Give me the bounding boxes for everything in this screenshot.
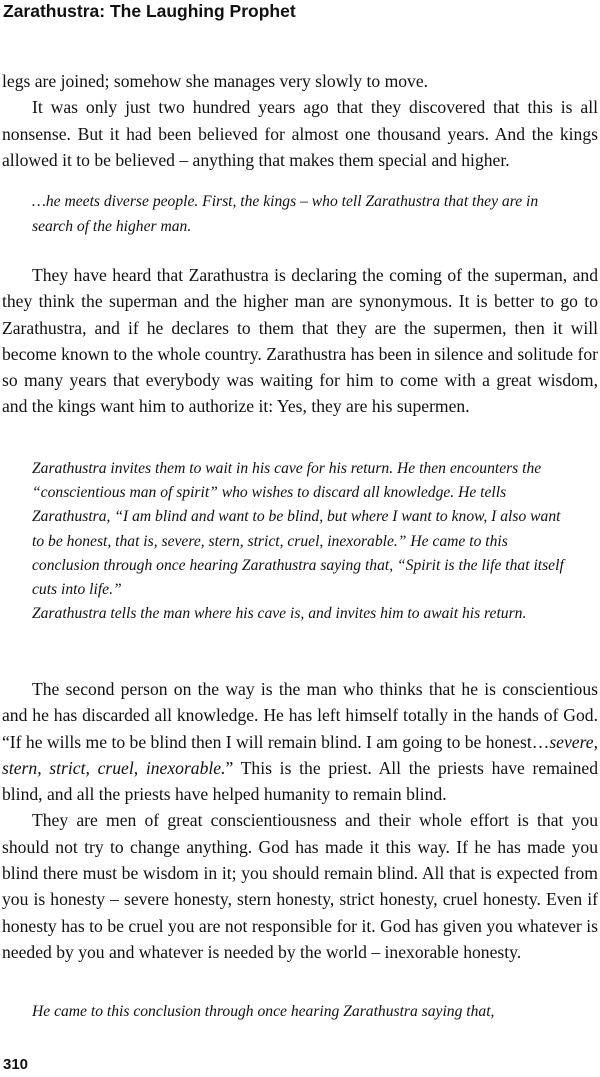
running-head-title: Zarathustra: The Laughing Prophet	[3, 1, 296, 21]
body-text-block-2	[2, 262, 598, 420]
paragraph: They are men of great conscientiousness and their whole effort is that you should not try to change anything. God has made it this way. If he has made you blind there must be wisdom in it; you should remain blind. All that is expected from you is honesty – severe honesty, stern honesty, strict honesty, cruel honesty. Even if honesty has to be cruel you are not responsible for it. God has given you whatever is needed by you and whatever is needed by the world – inexorable honesty.	[2, 810, 598, 962]
page-number: 310	[3, 1056, 29, 1073]
paragraph-segment: The second person on the way is the man who thinks that he is conscientious and he has discarded all knowledge. He has left himself totally in the hands of God. “If he wills me to be blind then I will remain blind. I am going to be honest…	[2, 679, 598, 752]
block-quote-2	[32, 457, 572, 626]
emphasis-text: severe, stern, strict, cruel, inexorable.	[2, 731, 598, 778]
block-quote-1	[32, 189, 572, 239]
paragraph: They have heard that Zarathustra is declaring the coming of the superman, and they think the superman and the higher man are synonymous. It is better to go to Zarathustra, and if he declares to them that they are the supermen, then it will become known to the whole country. Zarathustra has been in silence and solitude for so many years that everybody was waiting for him to come with a great wisdom, and the kings want him to authorize it: Yes, they are his supermen.	[2, 265, 598, 417]
body-text-block-1	[2, 68, 598, 173]
quote-text: …he meets diverse people. First, the kings – who tell Zarathustra that they are in search of the higher man.	[32, 193, 539, 235]
paragraph: It was only just two hundred years ago that they discovered that this is all nonsense. But it had been believed for almost one thousand years. And the kings allowed it to be believed – anything that makes them special and higher.	[2, 97, 598, 170]
paragraph	[2, 676, 598, 807]
block-quote-3	[32, 1000, 572, 1024]
body-text-block-3	[2, 676, 598, 965]
quote-text: He came to this conclusion through once hearing Zarathustra saying that,	[32, 1003, 495, 1020]
quote-text: Zarathustra tells the man where his cave is, and invites him to await his return.	[32, 605, 527, 623]
quote-text: Zarathustra invites them to wait in his cave for his return. He then encounters the “conscientious man of spirit” who wishes to discard all knowledge. He tells Zarathustra, “I am blind and want to be blind, but where I want to know, I also want to be honest, that is, severe, stern, strict, cruel, inexorable.” He came to this conclusion through once hearing Zarathustra saying that, “Spirit is the life that itself cuts into life.”	[32, 460, 564, 599]
paragraph-segment: ” This is the priest. All the priests have remained blind, and all the priests have helped humanity to remain blind.	[2, 757, 598, 805]
paragraph-continued: legs are joined; somehow she manages very slowly to move.	[2, 71, 429, 91]
